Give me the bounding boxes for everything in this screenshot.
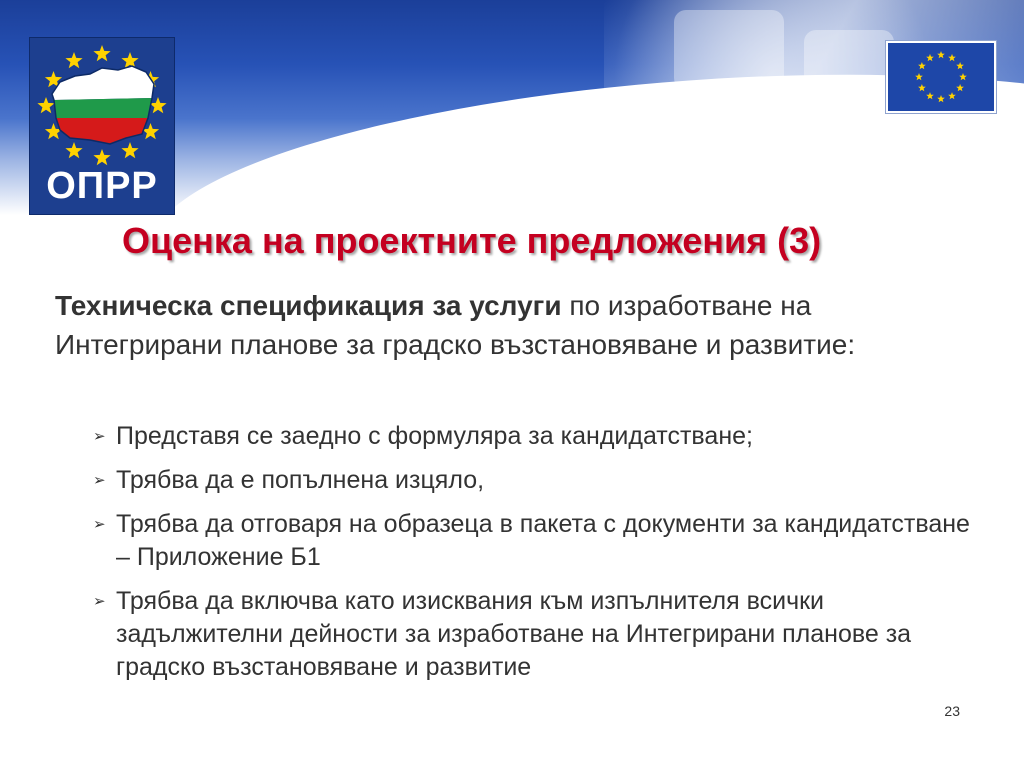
list-item-text: Трябва да е попълнена изцяло,: [116, 466, 485, 494]
list-item-text: Трябва да включва като изисквания към изпълнителя всички задължителни дейности за изработване на Интегрирани планове за градско възстановяване и развитие: [116, 587, 912, 681]
logo-star-icon: [65, 142, 82, 158]
eu-star-icon: [937, 95, 945, 102]
eu-star-icon: [956, 84, 964, 91]
list-item-text: Представя се заедно с формуляра за кандидатстване;: [116, 422, 753, 450]
eu-flag: [886, 41, 996, 113]
logo-star-icon: [93, 45, 110, 61]
arrow-bullet-icon: ➢: [93, 593, 106, 610]
bullet-list: [90, 420, 990, 695]
eu-star-icon: [956, 62, 964, 69]
map-green-band: [54, 98, 152, 118]
list-item-text: Трябва да отговаря на образеца в пакета с документи за кандидатстване – Приложение Б1: [116, 510, 970, 571]
logo-star-icon: [65, 52, 82, 68]
eu-star-icon: [948, 54, 956, 61]
eu-star-icon: [926, 54, 934, 61]
eu-star-icon: [926, 92, 934, 99]
logo-star-icon: [93, 149, 110, 165]
map-white-band: [52, 66, 154, 100]
intro-rest: по изработване на Интегрирани планове за градско възстановяване и развитие:: [55, 290, 856, 360]
eu-star-icon: [915, 73, 923, 80]
intro-bold: Техническа спецификация за услуги: [55, 290, 562, 321]
logo-star-icon: [121, 52, 138, 68]
list-item: [90, 585, 990, 684]
map-red-band: [56, 118, 148, 144]
arrow-bullet-icon: ➢: [93, 472, 106, 489]
eu-star-icon: [959, 73, 967, 80]
oprr-logo: [29, 37, 175, 215]
eu-star-icon: [948, 92, 956, 99]
eu-star-icon: [937, 51, 945, 58]
logo-star-icon: [121, 142, 138, 158]
list-item: [90, 420, 990, 453]
eu-star-icon: [918, 84, 926, 91]
eu-stars: [888, 43, 994, 111]
eu-star-icon: [918, 62, 926, 69]
logo-text: ОПРР: [46, 165, 158, 207]
page-number: 23: [944, 703, 960, 719]
list-item: [90, 508, 990, 574]
list-item: [90, 464, 990, 497]
slide-title: Оценка на проектните предложения (3): [122, 220, 822, 261]
arrow-bullet-icon: ➢: [93, 428, 106, 445]
intro-paragraph: [55, 286, 985, 364]
logo-star-icon: [37, 97, 54, 113]
arrow-bullet-icon: ➢: [93, 516, 106, 533]
bulgaria-map-emblem: [30, 38, 174, 168]
